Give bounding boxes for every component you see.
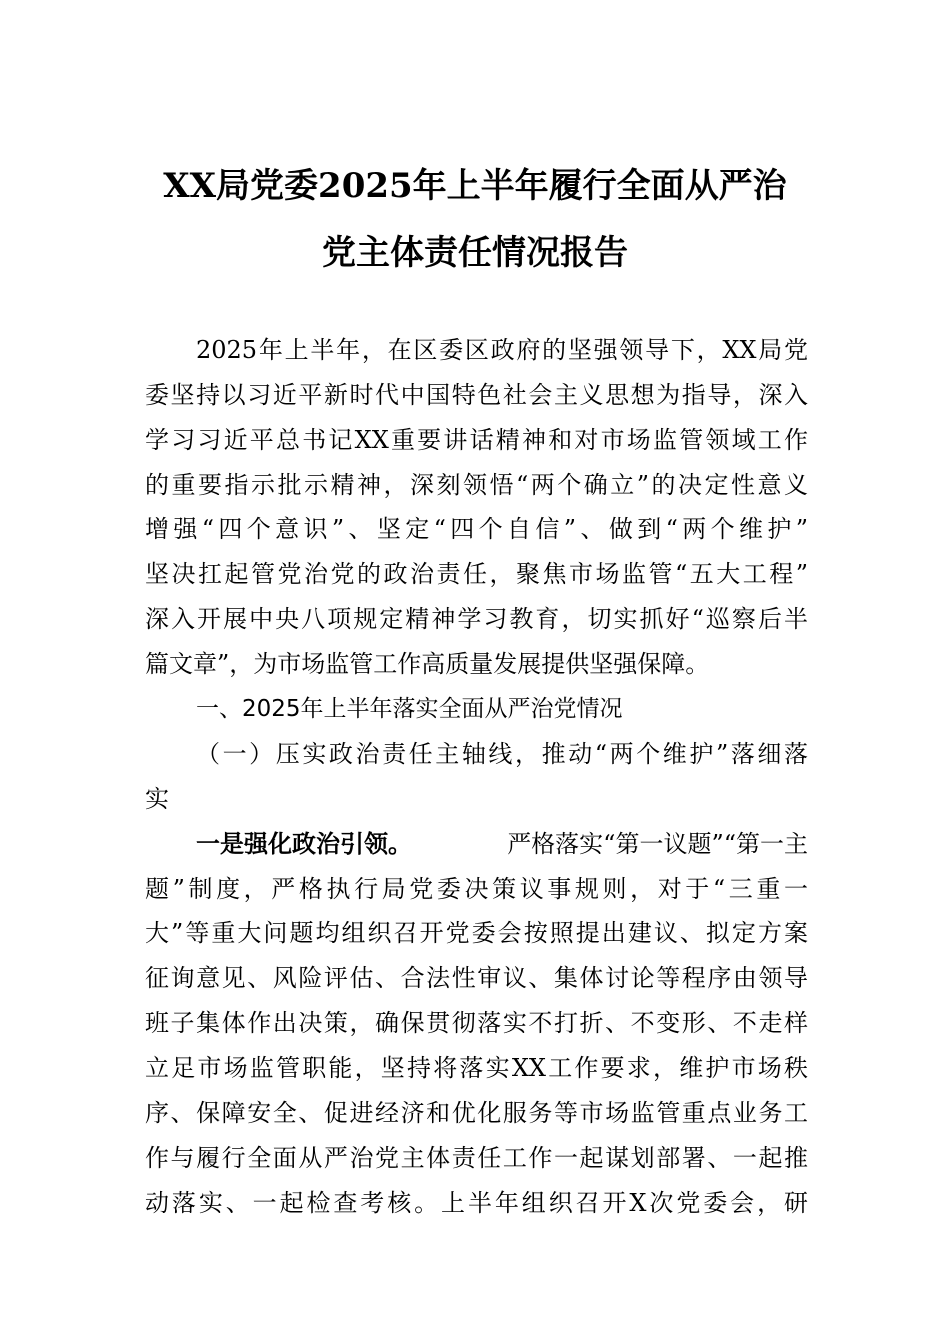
- paragraph-line: 序、保障安全、促进经济和优化服务等市场监管重点业务工: [145, 1099, 808, 1127]
- paragraph-first-line: [196, 828, 808, 872]
- document-title-line-1: XX局党委2025年上半年履行全面从严治: [163, 166, 787, 206]
- paragraph-line: 题”制度，严格执行局党委决策议事规则，对于“三重一: [145, 875, 808, 903]
- paragraph-line: 的重要指示批示精神，深刻领悟“两个确立”的决定性意义: [145, 471, 808, 499]
- paragraph-line: 篇文章”，为市场监管工作高质量发展提供坚强保障。: [145, 650, 710, 678]
- subsection-heading-continued: 实: [145, 785, 169, 813]
- paragraph-line: 增强“四个意识”、坚定“四个自信”、做到“两个维护”: [145, 515, 808, 543]
- section-heading: 一、2025年上半年落实全面从严治党情况: [196, 696, 623, 722]
- paragraph-lead-bold: 一是强化政治引领。: [196, 829, 412, 858]
- paragraph-line: 委坚持以习近平新时代中国特色社会主义思想为指导，深入: [145, 381, 808, 409]
- subsection-heading: （一）压实政治责任主轴线，推动“两个维护”落细落: [196, 740, 808, 768]
- paragraph-line: 作与履行全面从严治党主体责任工作一起谋划部署、一起推: [145, 1144, 808, 1172]
- paragraph-line: 学习习近平总书记XX重要讲话精神和对市场监管领域工作: [145, 426, 808, 454]
- paragraph-line: 立足市场监管职能，坚持将落实XX工作要求，维护市场秩: [145, 1054, 808, 1082]
- paragraph-line: 征询意见、风险评估、合法性审议、集体讨论等程序由领导: [145, 964, 808, 992]
- paragraph-line: 2025年上半年，在区委区政府的坚强领导下，XX局党: [196, 336, 808, 364]
- paragraph-line: 班子集体作出决策，确保贯彻落实不打折、不变形、不走样: [145, 1009, 808, 1037]
- paragraph-lead-rest: 严格落实“第一议题”“第一主: [507, 830, 808, 858]
- paragraph-line: 深入开展中央八项规定精神学习教育，切实抓好“巡察后半: [145, 605, 808, 633]
- document-title-line-2: 党主体责任情况报告: [322, 233, 628, 273]
- paragraph-line: 坚决扛起管党治党的政治责任，聚焦市场监管“五大工程”: [145, 560, 808, 588]
- paragraph-line: 大”等重大问题均组织召开党委会按照提出建议、拟定方案: [145, 919, 808, 947]
- paragraph-line: 动落实、一起检查考核。上半年组织召开X次党委会，研: [145, 1189, 808, 1217]
